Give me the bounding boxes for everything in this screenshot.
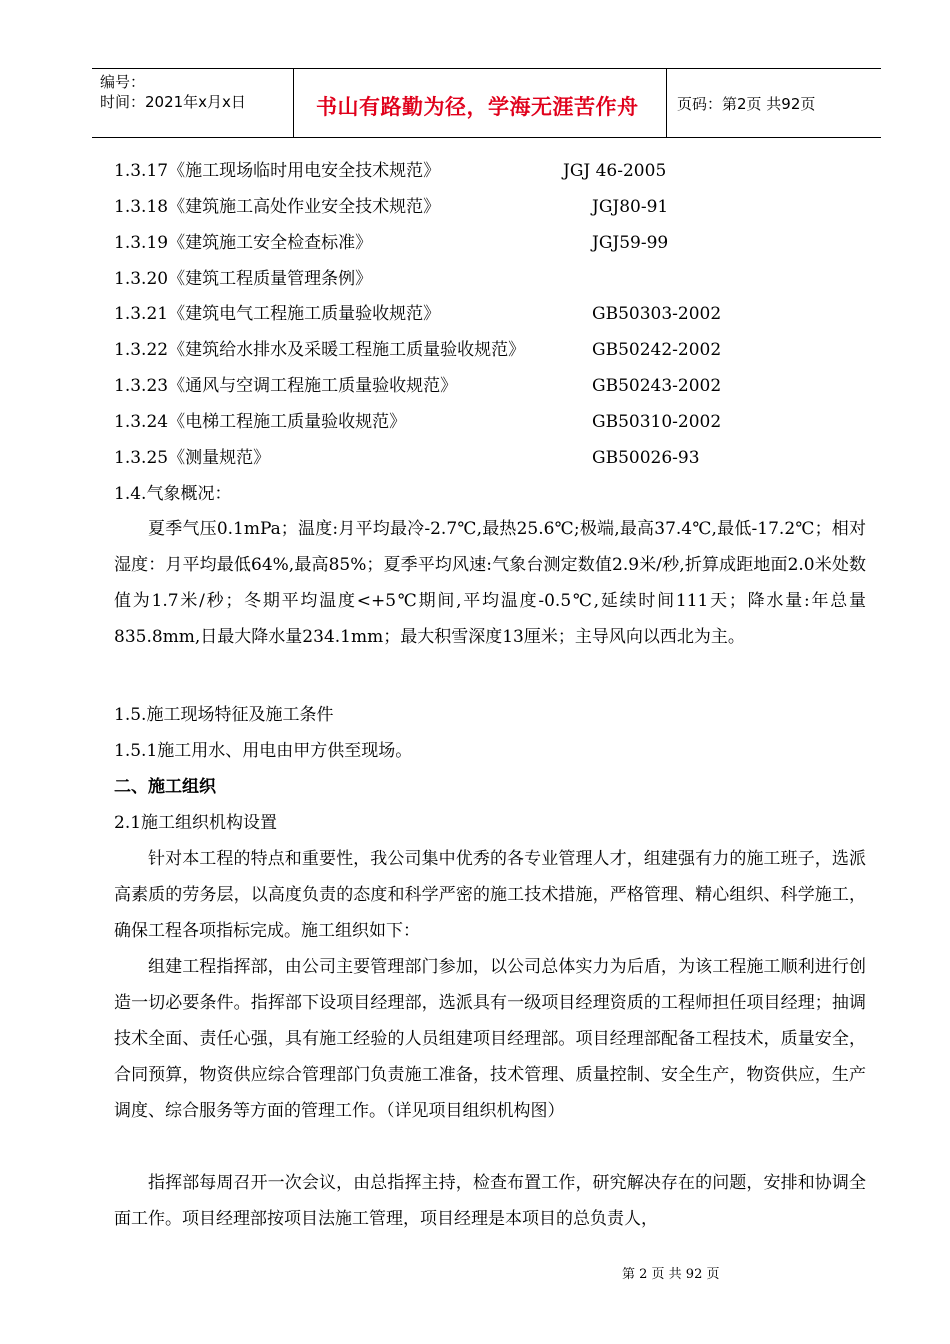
page-footer: 第 2 页 共 92 页 [622,1267,720,1282]
section-title-climate: 1.4.气象概况： [114,484,232,504]
standard-title: 1.3.24《电梯工程施工质量验收规范》 [114,412,407,432]
header-motto: 书山有路勤为径，学海无涯苦作舟 [316,95,639,119]
standard-code: GB50242-2002 [592,340,722,360]
standard-title: 1.3.18《建筑施工高处作业安全技术规范》 [114,197,441,217]
standard-code: JGJ 46-2005 [563,161,667,181]
standard-title: 1.3.17《施工现场临时用电安全技术规范》 [114,161,441,181]
standard-code: GB50243-2002 [592,376,722,396]
document-number-label: 编号： [100,73,146,91]
standard-title: 1.3.23《通风与空调工程施工质量验收规范》 [114,376,458,396]
standard-code: GB50026-93 [592,448,700,468]
header-info-cell [92,69,294,137]
standard-code: GB50303-2002 [592,304,722,324]
standard-code: JGJ59-99 [592,233,669,253]
climate-paragraph: 夏季气压0.1mPa；温度:月平均最冷-2.7℃,最热25.6℃;极端,最高37.4℃,最低-17.2℃；相对湿度：月平均最低64%,最高85%；夏季平均风速:气象台测定数值2.9米/秒,折算成距地面2.0米处数值为1.7米/秒；冬期平均温度<+5℃期间,平均温度-0.5℃,延续时间111天；降水量:年总量835.8mm,日最大降水量234.1mm；最大积雪深度13厘米；主导风向以西北为主。 [114,519,866,647]
standard-title: 1.3.22《建筑给水排水及采暖工程施工质量验收规范》 [114,340,526,360]
standard-title: 1.3.21《建筑电气工程施工质量验收规范》 [114,304,441,324]
standard-title: 1.3.25《测量规范》 [114,448,271,468]
subsection-title: 2.1施工组织机构设置 [114,813,278,833]
organization-paragraph-1: 针对本工程的特点和重要性，我公司集中优秀的各专业管理人才，组建强有力的施工班子，选派高素质的劳务层，以高度负责的态度和科学严密的施工技术措施，严格管理、精心组织、科学施工，确保工程各项指标完成。施工组织如下： [114,849,866,941]
standard-code: GB50310-2002 [592,412,722,432]
organization-paragraph-3: 指挥部每周召开一次会议，由总指挥主持，检查布置工作，研究解决存在的问题，安排和协调全面工作。项目经理部按项目法施工管理，项目经理是本项目的总负责人， [114,1173,866,1229]
header-page-cell [667,69,881,137]
standard-code: JGJ80-91 [592,197,669,217]
header-page-label: 页码：第2页 共92页 [677,95,816,113]
section-title-site: 1.5.施工现场特征及施工条件 [114,705,334,725]
page-header [92,68,881,138]
standard-title: 1.3.20《建筑工程质量管理条例》 [114,269,373,289]
organization-paragraph-2: 组建工程指挥部，由公司主要管理部门参加，以公司总体实力为后盾，为该工程施工顺利进行创造一切必要条件。指挥部下设项目经理部，选派具有一级项目经理资质的工程师担任项目经理；抽调技术全面、责任心强，具有施工经验的人员组建项目经理部。项目经理部配备工程技术，质量安全，合同预算，物资供应综合管理部门负责施工准备，技术管理、质量控制、安全生产，物资供应，生产调度、综合服务等方面的管理工作。（详见项目组织机构图） [114,957,866,1121]
header-motto-cell [294,69,667,137]
standard-title: 1.3.19《建筑施工安全检查标准》 [114,233,373,253]
document-time-label: 时间：2021年x月x日 [100,93,246,111]
chapter-heading: 二、施工组织 [114,777,216,797]
site-item: 1.5.1施工用水、用电由甲方供至现场。 [114,741,413,761]
